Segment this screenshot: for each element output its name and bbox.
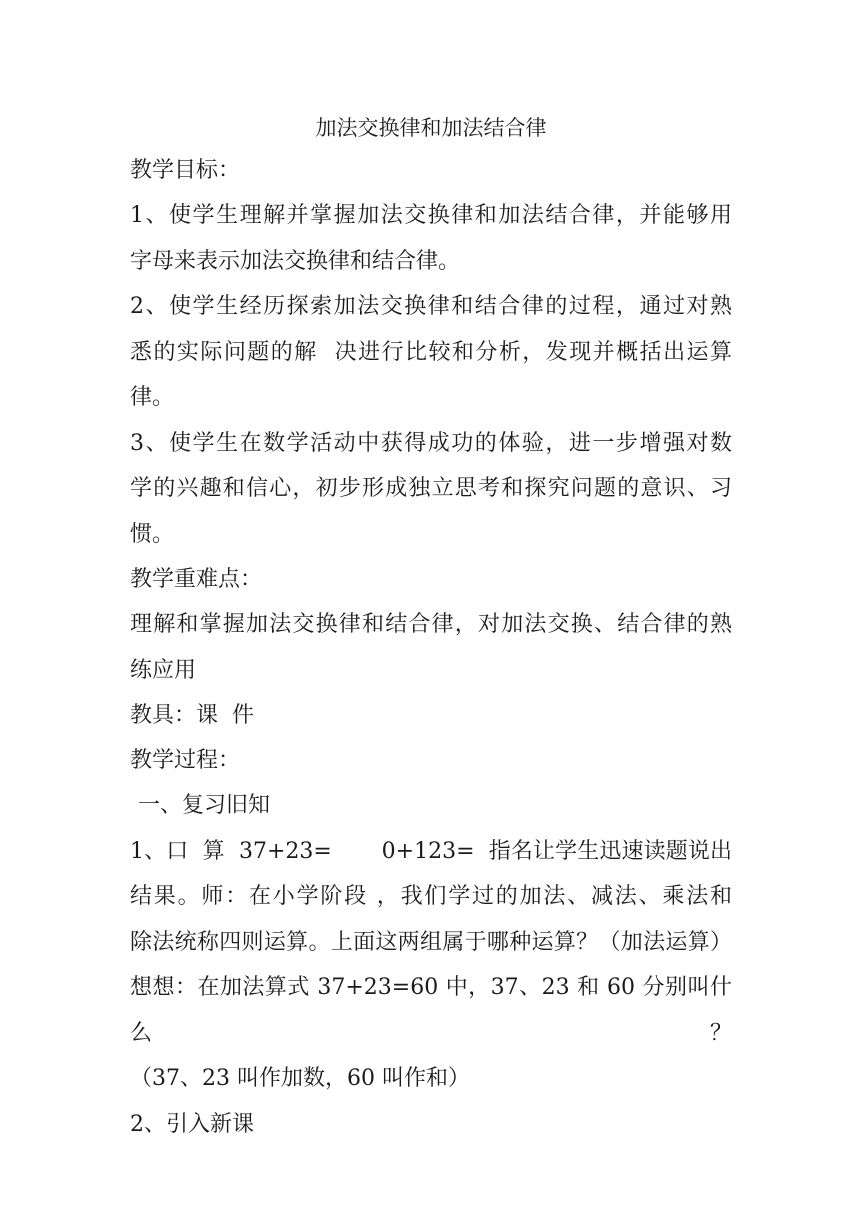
document-title: 加法交换律和加法结合律 (315, 116, 547, 140)
section-heading-objectives: 教学目标： (130, 158, 241, 183)
objective-1-line-1: 1、使学生理解并掌握加法交换律和加法结合律，并能够用 (130, 203, 732, 228)
document-page (130, 108, 732, 1147)
step-new-lesson-heading: 2、引入新课 (130, 1111, 254, 1137)
objective-2-line-3: 律。 (130, 385, 175, 410)
section-heading-process: 教学过程： (130, 748, 241, 773)
objective-3-line-2: 学的兴趣和信心，初步形成独立思考和探究问题的意识、习 (130, 476, 732, 501)
objective-3-line-1: 3、使学生在数学活动中获得成功的体验，进一步增强对数 (130, 430, 732, 456)
teaching-aids: 教具：课 件 (130, 703, 254, 728)
step-review-heading: 一、复习旧知 (138, 793, 271, 818)
review-line-1: 1、口 算 37+23= 0+123= 指名让学生迅速读题说出 (130, 838, 732, 864)
key-points-line-2: 练应用 (130, 657, 197, 683)
key-points-line-1: 理解和掌握加法交换律和结合律，对加法交换、结合律的熟 (130, 612, 732, 637)
objective-3-line-3: 惯。 (130, 521, 175, 547)
review-line-2: 结果。师：在小学阶段 ，我们学过的加法、减法、乘法和 (130, 884, 732, 909)
review-line-4: 想想：在加法算式 37+23=60 中，37、23 和 60 分别叫什么？ (130, 975, 732, 1046)
objective-2-line-2: 悉的实际问题的解 决进行比较和分析，发现并概括出运算 (130, 339, 732, 365)
review-line-3: 除法统称四则运算。上面这两组属于哪种运算？（加法运算） (130, 929, 732, 955)
section-heading-key-points: 教学重难点： (130, 567, 263, 592)
review-line-5: （37、23 叫作加数，60 叫作和） (130, 1066, 470, 1091)
objective-1-line-2: 字母来表示加法交换律和结合律。 (130, 248, 461, 274)
objective-2-line-1: 2、使学生经历探索加法交换律和结合律的过程，通过对熟 (130, 294, 732, 319)
